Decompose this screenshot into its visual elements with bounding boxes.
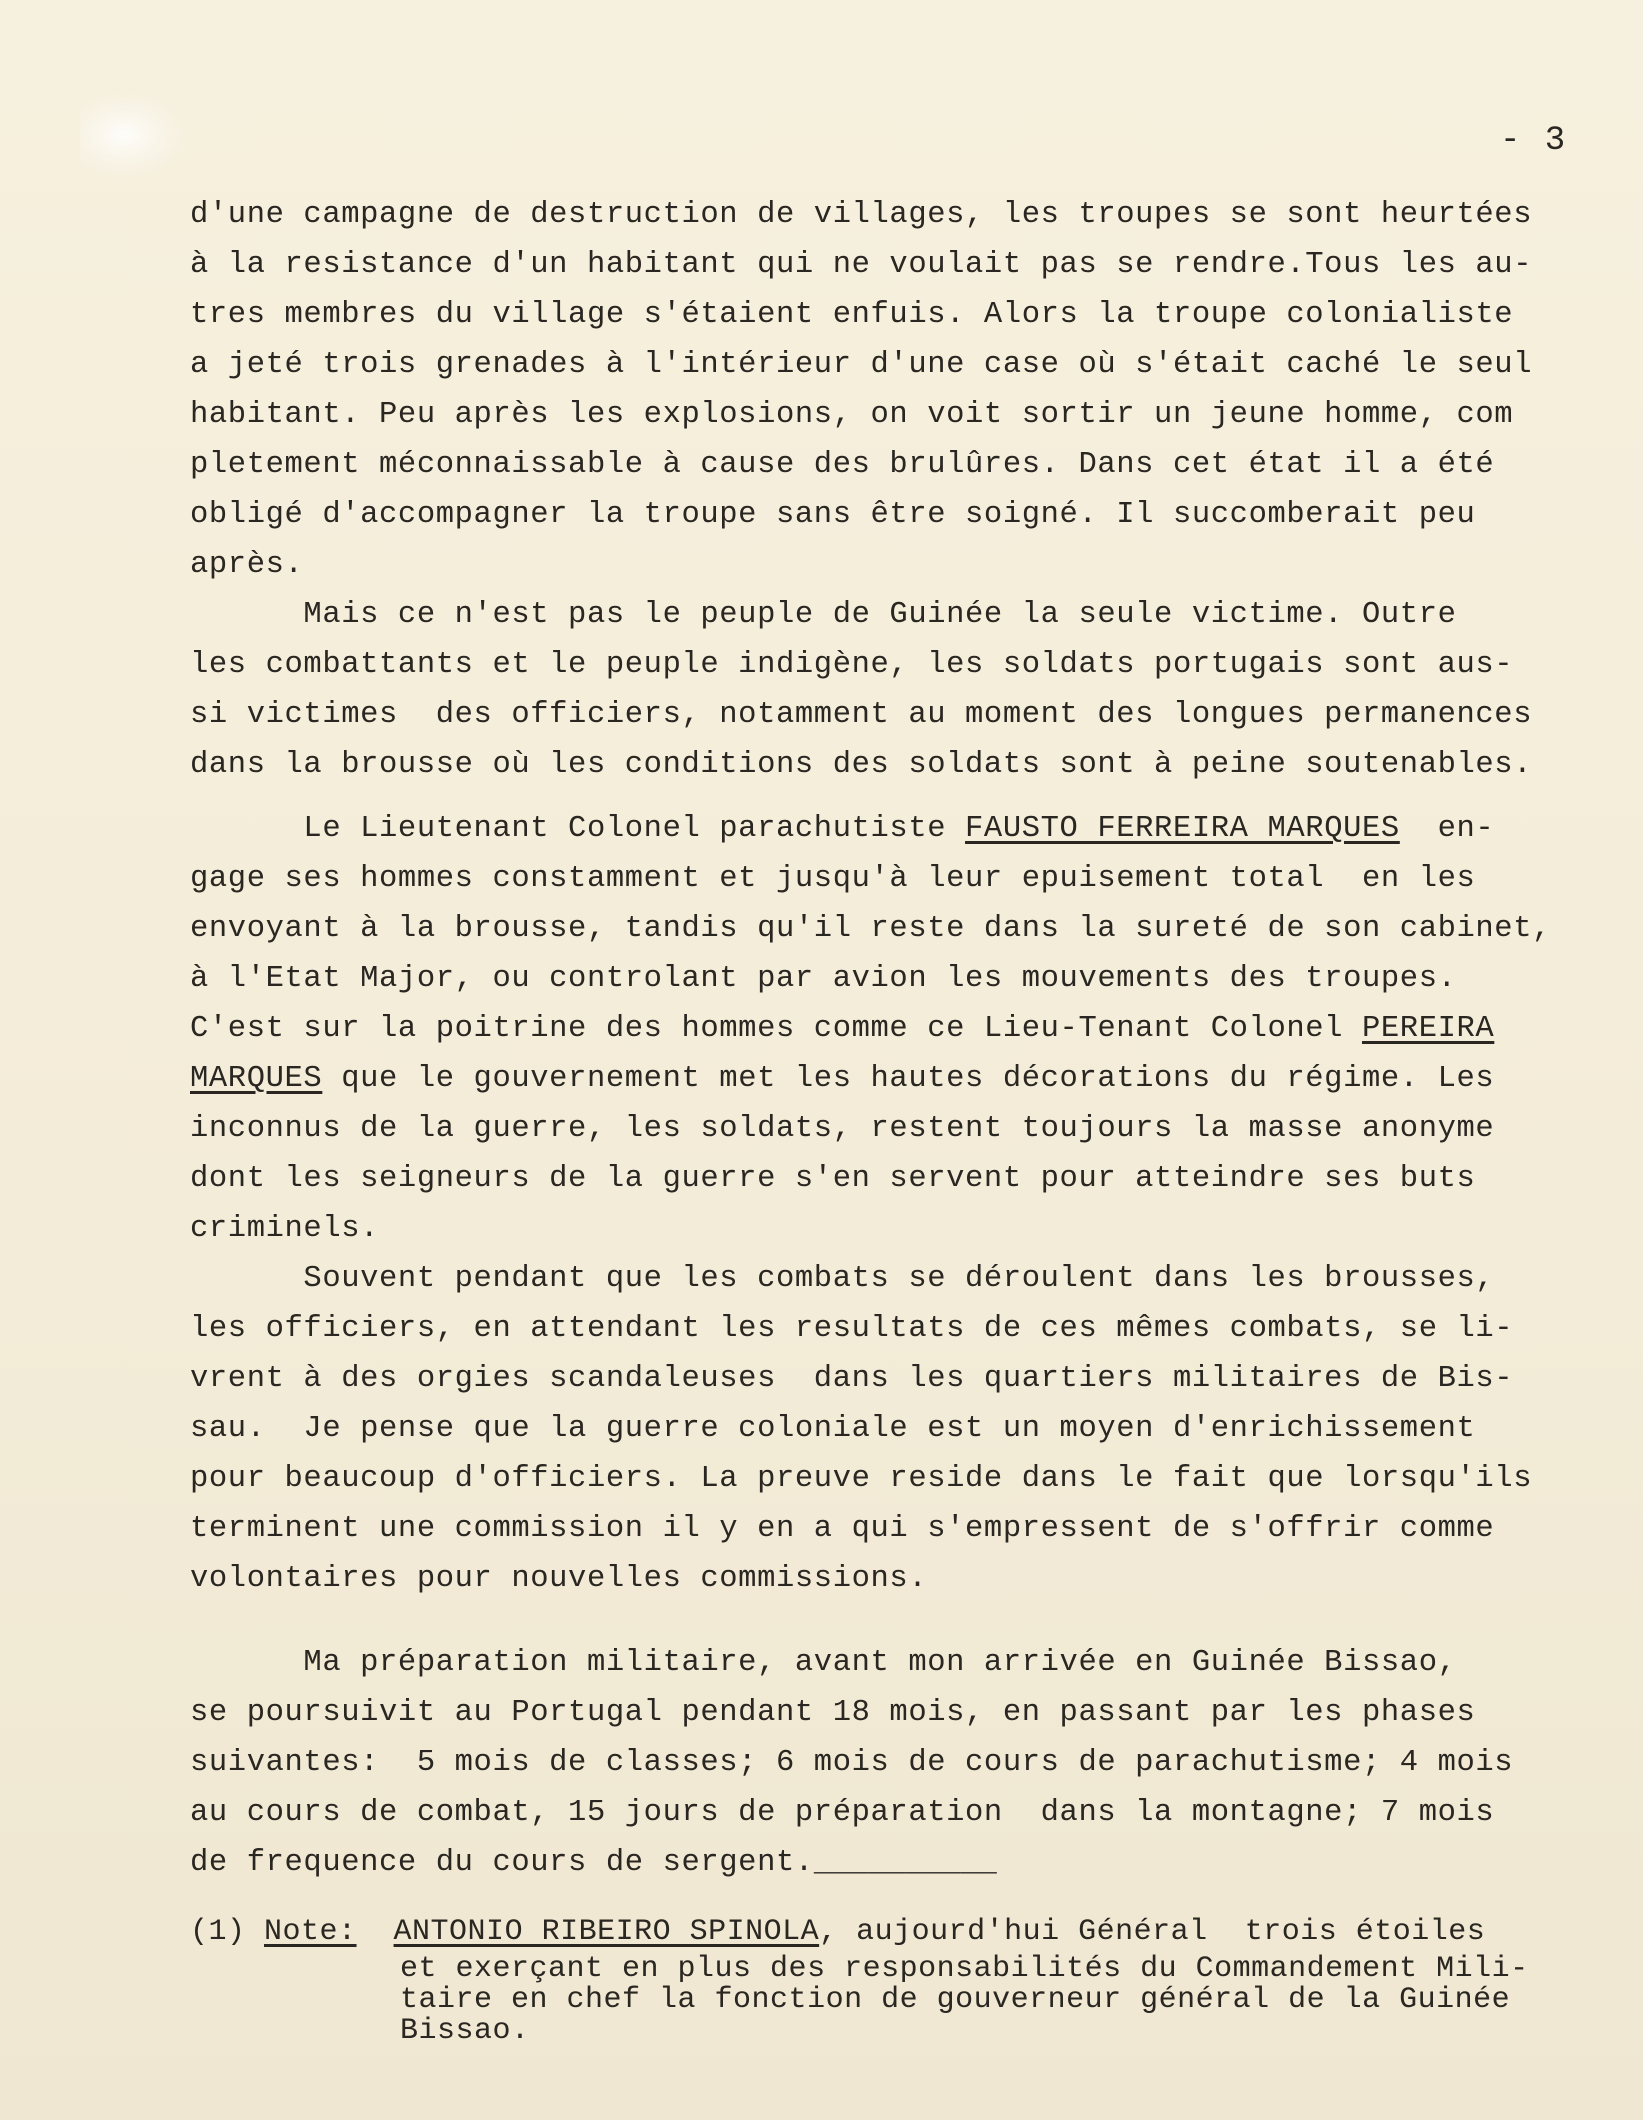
paper-crease-mark	[80, 90, 190, 180]
text-line: criminels.	[190, 1212, 380, 1246]
text-line: à la resistance d'un habitant qui ne voulait pas se rendre.Tous les au-	[190, 248, 1533, 282]
text-run: , aujourd'hui Général trois étoiles	[819, 1915, 1486, 1949]
text-run	[357, 1915, 394, 1949]
text-line: volontaires pour nouvelles commissions.	[190, 1562, 928, 1596]
underlined-name: PEREIRA	[1361, 1012, 1495, 1046]
text-run: en-	[1399, 812, 1495, 846]
text-line: Souvent pendant que les combats se déroulent dans les brousses,	[190, 1262, 1495, 1296]
text-line: d'une campagne de destruction de villages, les troupes se sont heurtées	[190, 198, 1533, 232]
footnote	[190, 1910, 1610, 2047]
text-line	[190, 1054, 1610, 1104]
body-text	[190, 190, 1610, 1888]
text-line: pletement méconnaissable à cause des brulûres. Dans cet état il a été	[190, 448, 1495, 482]
text-line: dans la brousse où les conditions des soldats sont à peine soutenables.	[190, 748, 1533, 782]
text-line: se poursuivit au Portugal pendant 18 mois, en passant par les phases	[190, 1696, 1476, 1730]
paragraph-gap	[190, 1604, 1610, 1638]
underlined-name: ANTONIO RIBEIRO SPINOLA	[393, 1915, 820, 1949]
text-line: si victimes des officiers, notamment au moment des longues permanences	[190, 698, 1533, 732]
page-number: - 3	[1500, 122, 1568, 160]
text-line	[190, 1004, 1610, 1054]
footnote-line: taire en chef la fonction de gouverneur général de la Guinée	[400, 1983, 1511, 2017]
text-line	[190, 1838, 1610, 1888]
underlined-name: MARQUES	[190, 1062, 323, 1096]
text-line: sau. Je pense que la guerre coloniale est un moyen d'enrichissement	[190, 1412, 1476, 1446]
text-line	[190, 804, 1610, 854]
paragraph-gap	[190, 790, 1610, 804]
text-line: Ma préparation militaire, avant mon arrivée en Guinée Bissao,	[190, 1646, 1457, 1680]
text-run: que le gouvernement met les hautes décorations du régime. Les	[322, 1062, 1495, 1096]
text-line: obligé d'accompagner la troupe sans être soigné. Il succomberait peu	[190, 498, 1476, 532]
text-line: dont les seigneurs de la guerre s'en servent pour atteindre ses buts	[190, 1162, 1476, 1196]
text-line: inconnus de la guerre, les soldats, restent toujours la masse anonyme	[190, 1112, 1495, 1146]
text-line: terminent une commission il y en a qui s'empressent de s'offrir comme	[190, 1512, 1495, 1546]
text-line: gage ses hommes constamment et jusqu'à leur epuisement total en les	[190, 862, 1476, 896]
text-line: les combattants et le peuple indigène, les soldats portugais sont aus-	[190, 648, 1514, 682]
closing-rule: __________	[813, 1846, 997, 1880]
text-line: au cours de combat, 15 jours de préparation dans la montagne; 7 mois	[190, 1796, 1495, 1830]
footnote-line	[190, 1910, 1610, 1954]
text-line: suivantes: 5 mois de classes; 6 mois de cours de parachutisme; 4 mois	[190, 1746, 1514, 1780]
text-line: Mais ce n'est pas le peuple de Guinée la seule victime. Outre	[190, 598, 1457, 632]
text-line: a jeté trois grenades à l'intérieur d'une case où s'était caché le seul	[190, 348, 1533, 382]
text-run: C'est sur la poitrine des hommes comme ce Lieu-Tenant Colonel	[190, 1012, 1362, 1046]
footnote-line: Bissao.	[400, 2014, 530, 2048]
footnote-marker: (1)	[190, 1915, 265, 1949]
text-line: habitant. Peu après les explosions, on voit sortir un jeune homme, com	[190, 398, 1514, 432]
text-line: pour beaucoup d'officiers. La preuve reside dans le fait que lorsqu'ils	[190, 1462, 1533, 1496]
text-run: Le Lieutenant Colonel parachutiste	[190, 812, 966, 846]
text-line: à l'Etat Major, ou controlant par avion les mouvements des troupes.	[190, 962, 1457, 996]
footnote-line: et exerçant en plus des responsabilités du Commandement Mili-	[400, 1952, 1529, 1986]
underlined-name: FAUSTO FERREIRA MARQUES	[965, 812, 1400, 846]
text-line: après.	[190, 548, 304, 582]
text-line: tres membres du village s'étaient enfuis. Alors la troupe colonialiste	[190, 298, 1514, 332]
text-run: de frequence du cours de sergent.	[190, 1846, 814, 1880]
text-line: envoyant à la brousse, tandis qu'il reste dans la sureté de son cabinet,	[190, 912, 1552, 946]
text-line: vrent à des orgies scandaleuses dans les quartiers militaires de Bis-	[190, 1362, 1514, 1396]
text-line: les officiers, en attendant les resultats de ces mêmes combats, se li-	[190, 1312, 1514, 1346]
footnote-label: Note:	[264, 1915, 357, 1949]
